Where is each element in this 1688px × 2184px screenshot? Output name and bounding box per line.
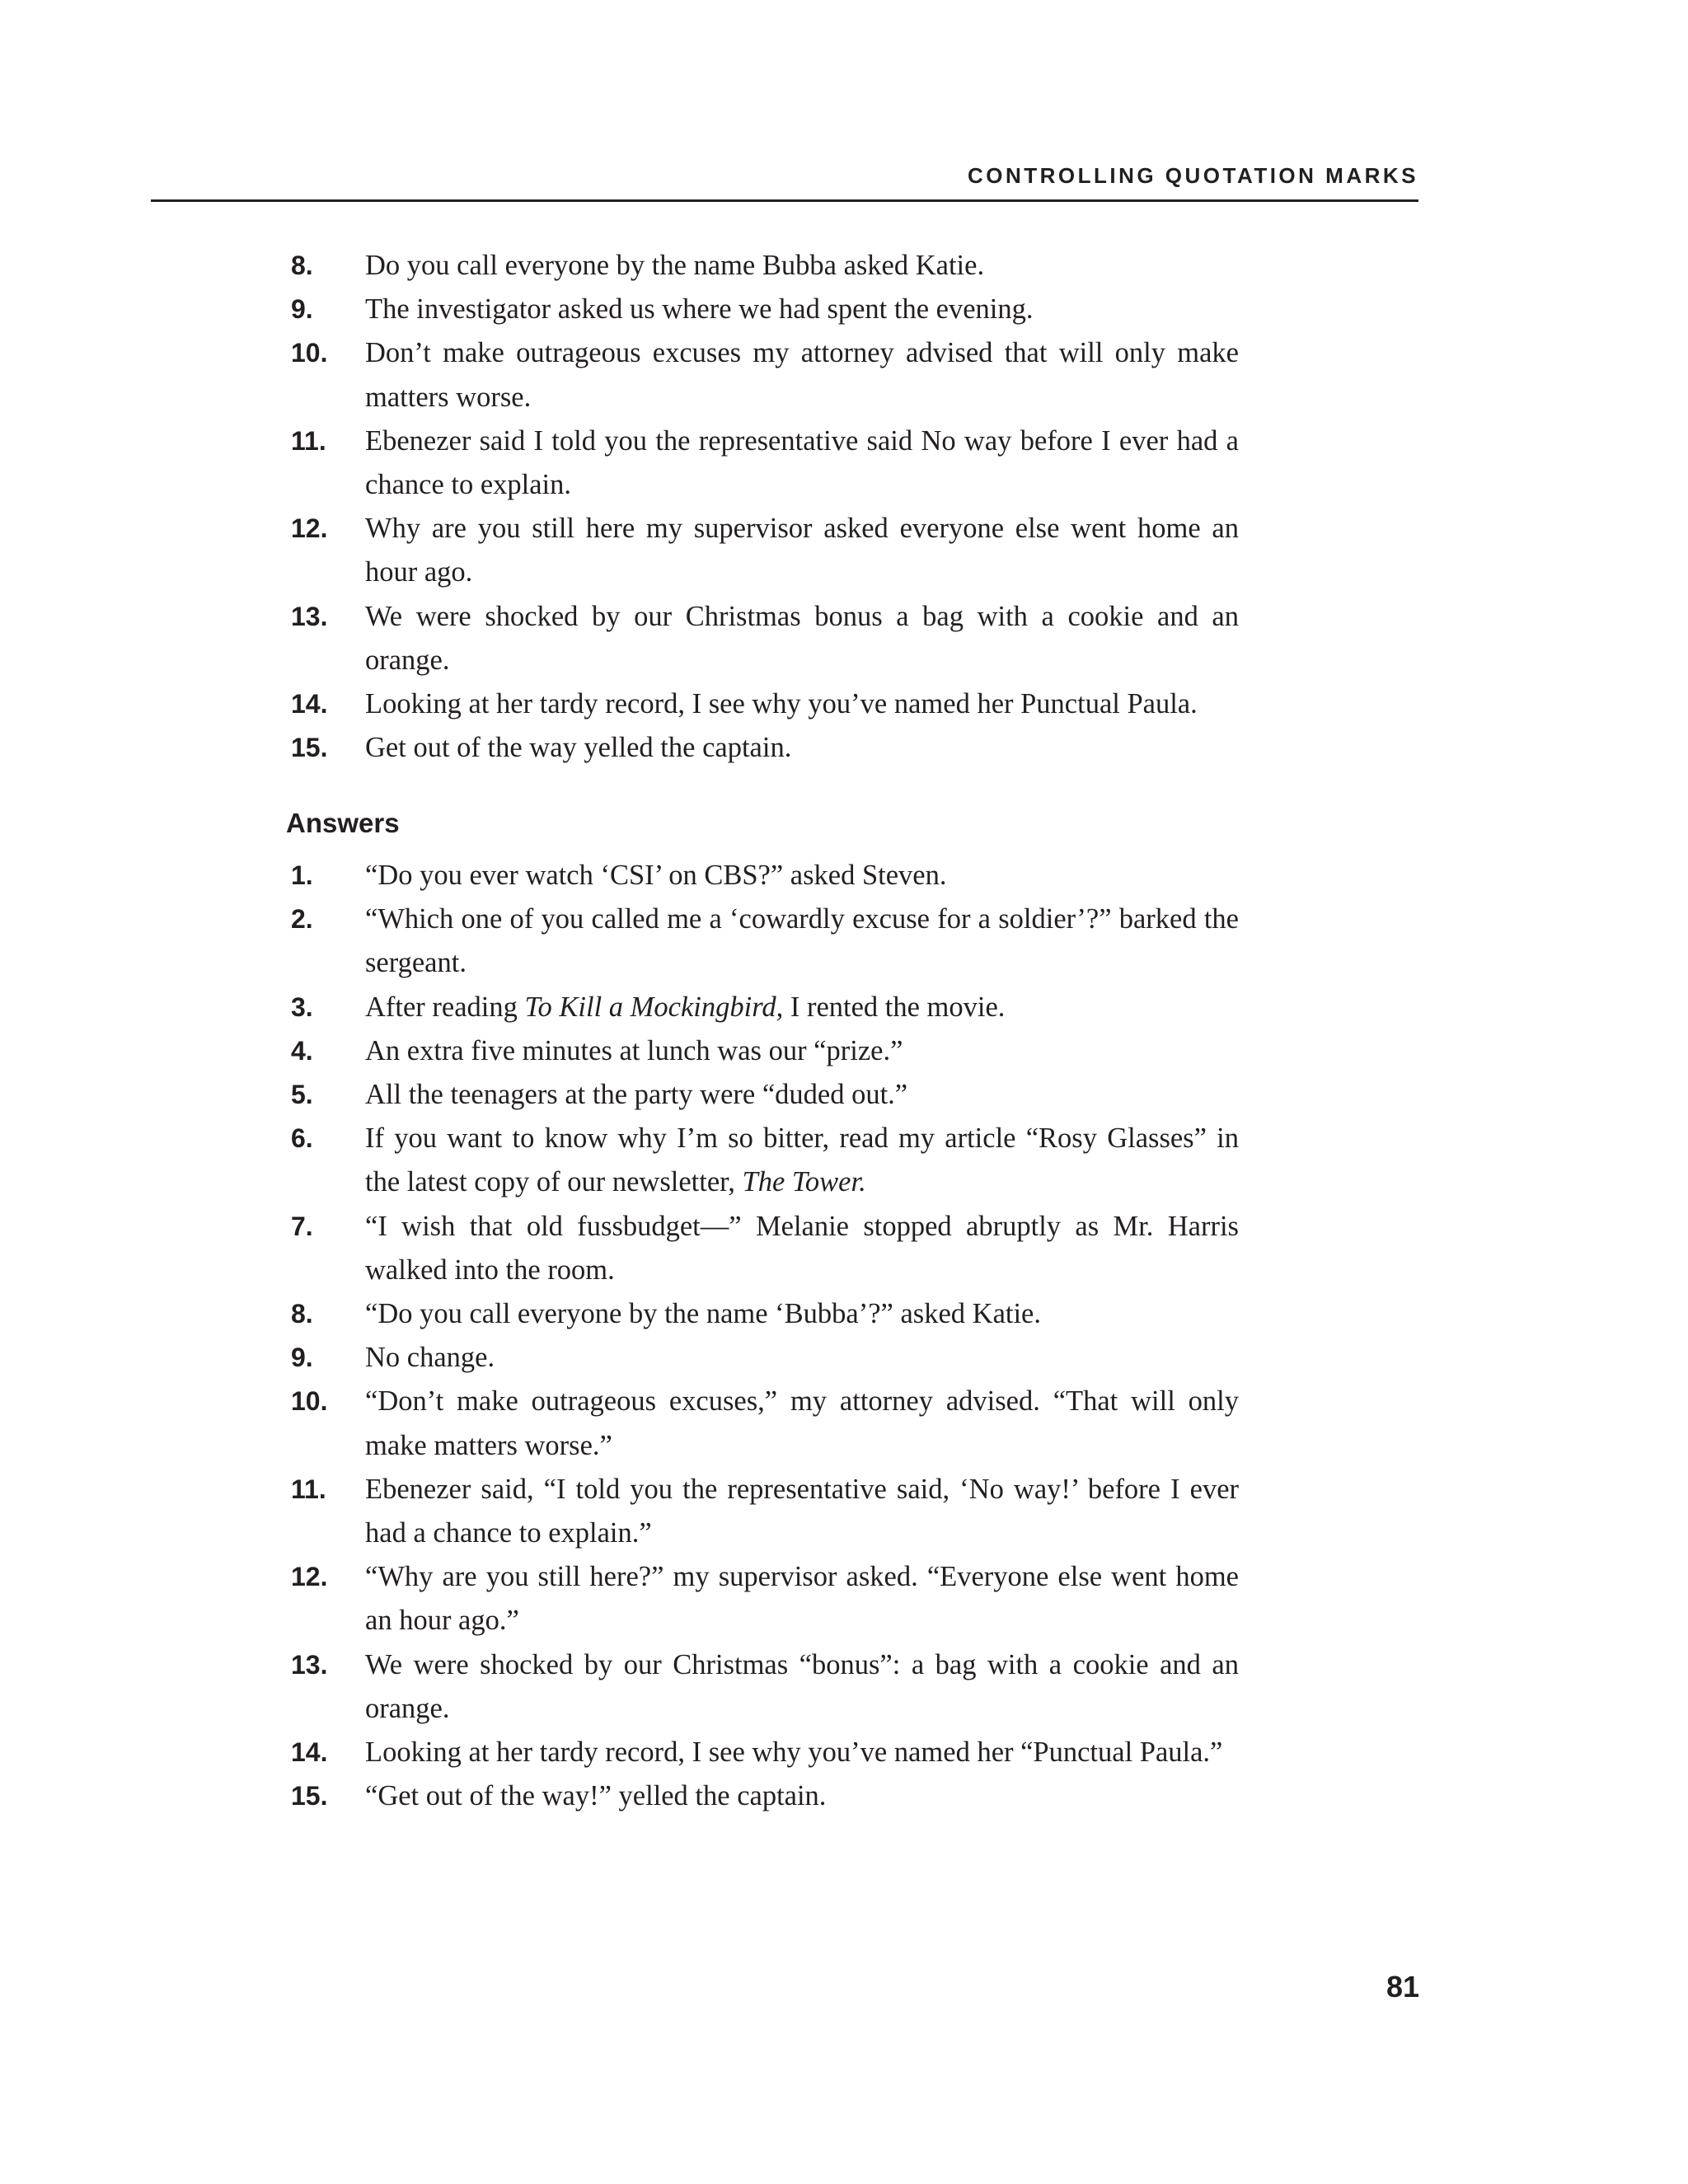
item-text: “I wish that old fussbudget—” Melanie stopped abruptly as Mr. Harris walked into the room.	[365, 1210, 1239, 1286]
item-text: All the teenagers at the party were “duded out.”	[365, 1079, 908, 1111]
item-text: Ebenezer said, “I told you the representative said, ‘No way!’ before I ever had a chance to explain.”	[365, 1473, 1239, 1549]
question-list	[291, 244, 1239, 770]
item-text: We were shocked by our Christmas “bonus”: a bag with a cookie and an orange.	[365, 1648, 1239, 1724]
item-text: Why are you still here my supervisor asked everyone else went home an hour ago.	[365, 513, 1239, 588]
item-text: Looking at her tardy record, I see why you’ve named her “Punctual Paula.”	[365, 1736, 1223, 1769]
item-text: Looking at her tardy record, I see why you’ve named her Punctual Paula.	[365, 688, 1198, 720]
list-item	[291, 288, 1239, 331]
item-number: 15.	[291, 733, 328, 763]
answers-heading: Answers	[286, 808, 400, 838]
list-item	[291, 1117, 1239, 1204]
page-number: 81	[1386, 1970, 1419, 2004]
book-title: To Kill a Mockingbird,	[524, 991, 784, 1023]
item-number: 10.	[291, 1386, 328, 1417]
item-number: 9.	[291, 1343, 313, 1373]
item-text: “Get out of the way!” yelled the captain.	[365, 1780, 827, 1812]
item-number: 13.	[291, 1649, 328, 1680]
item-text	[365, 991, 1005, 1023]
list-item	[291, 595, 1239, 682]
list-item	[291, 986, 1239, 1029]
running-header	[151, 163, 1418, 202]
list-item	[291, 1380, 1239, 1467]
item-text: The investigator asked us where we had spent the evening.	[365, 293, 1034, 326]
list-item	[291, 331, 1239, 419]
item-text: Get out of the way yelled the captain.	[365, 732, 792, 764]
list-item	[291, 1731, 1239, 1774]
list-item	[291, 1555, 1239, 1643]
item-number: 11.	[291, 425, 326, 456]
text-segment: If you want to know why I’m so bitter, read my article “Rosy Glasses” in the latest copy of our newsletter,	[365, 1122, 1239, 1198]
item-number: 9.	[291, 294, 313, 325]
item-number: 2.	[291, 904, 313, 935]
list-item	[291, 1292, 1239, 1336]
list-item	[291, 682, 1239, 726]
newsletter-title: The Tower.	[742, 1166, 866, 1198]
item-text: “Do you call everyone by the name ‘Bubba’?” asked Katie.	[365, 1298, 1041, 1330]
text-segment: I rented the movie.	[783, 991, 1006, 1023]
answer-list	[291, 854, 1239, 1818]
item-number: 14.	[291, 689, 328, 719]
item-text: No change.	[365, 1342, 495, 1374]
item-number: 11.	[291, 1474, 326, 1504]
text-segment: After reading	[365, 991, 525, 1023]
item-number: 4.	[291, 1035, 313, 1066]
item-text: An extra five minutes at lunch was our “prize.”	[365, 1034, 903, 1066]
item-number: 12.	[291, 1562, 328, 1592]
list-item	[291, 1336, 1239, 1380]
item-text: Do you call everyone by the name Bubba asked Katie.	[365, 250, 985, 281]
list-item	[291, 1073, 1239, 1117]
item-text: “Which one of you called me a ‘cowardly excuse for a soldier’?” barked the sergeant.	[365, 903, 1239, 979]
list-item	[291, 419, 1239, 507]
list-item	[291, 1029, 1239, 1073]
item-number: 7.	[291, 1211, 313, 1241]
item-text: “Why are you still here?” my supervisor asked. “Everyone else went home an hour ago.”	[365, 1561, 1239, 1637]
item-text: Ebenezer said I told you the representative said No way before I ever had a chance to explain.	[365, 424, 1239, 501]
list-item	[291, 854, 1239, 898]
list-item	[291, 1205, 1239, 1292]
list-item	[291, 1643, 1239, 1731]
list-item	[291, 898, 1239, 985]
item-number: 12.	[291, 513, 328, 544]
item-number: 14.	[291, 1737, 328, 1768]
item-text: We were shocked by our Christmas bonus a bag with a cookie and an orange.	[365, 600, 1239, 676]
item-number: 6.	[291, 1123, 313, 1154]
item-number: 3.	[291, 991, 313, 1022]
running-header-title: CONTROLLING QUOTATION MARKS	[967, 163, 1418, 188]
item-number: 10.	[291, 338, 328, 368]
item-text: “Do you ever watch ‘CSI’ on CBS?” asked Steven.	[365, 860, 947, 891]
list-item	[291, 1774, 1239, 1818]
item-number: 8.	[291, 1299, 313, 1329]
item-number: 1.	[291, 860, 313, 890]
list-item	[291, 244, 1239, 288]
list-item	[291, 726, 1239, 770]
list-item	[291, 1468, 1239, 1555]
item-text: Don’t make outrageous excuses my attorney advised that will only make matters worse.	[365, 337, 1239, 413]
item-number: 13.	[291, 601, 328, 631]
item-number: 8.	[291, 251, 313, 280]
item-number: 5.	[291, 1080, 313, 1110]
item-text	[365, 1122, 1239, 1197]
item-number: 15.	[291, 1781, 328, 1811]
item-text: “Don’t make outrageous excuses,” my attorney advised. “That will only make matters worse.”	[365, 1385, 1239, 1461]
list-item	[291, 507, 1239, 594]
